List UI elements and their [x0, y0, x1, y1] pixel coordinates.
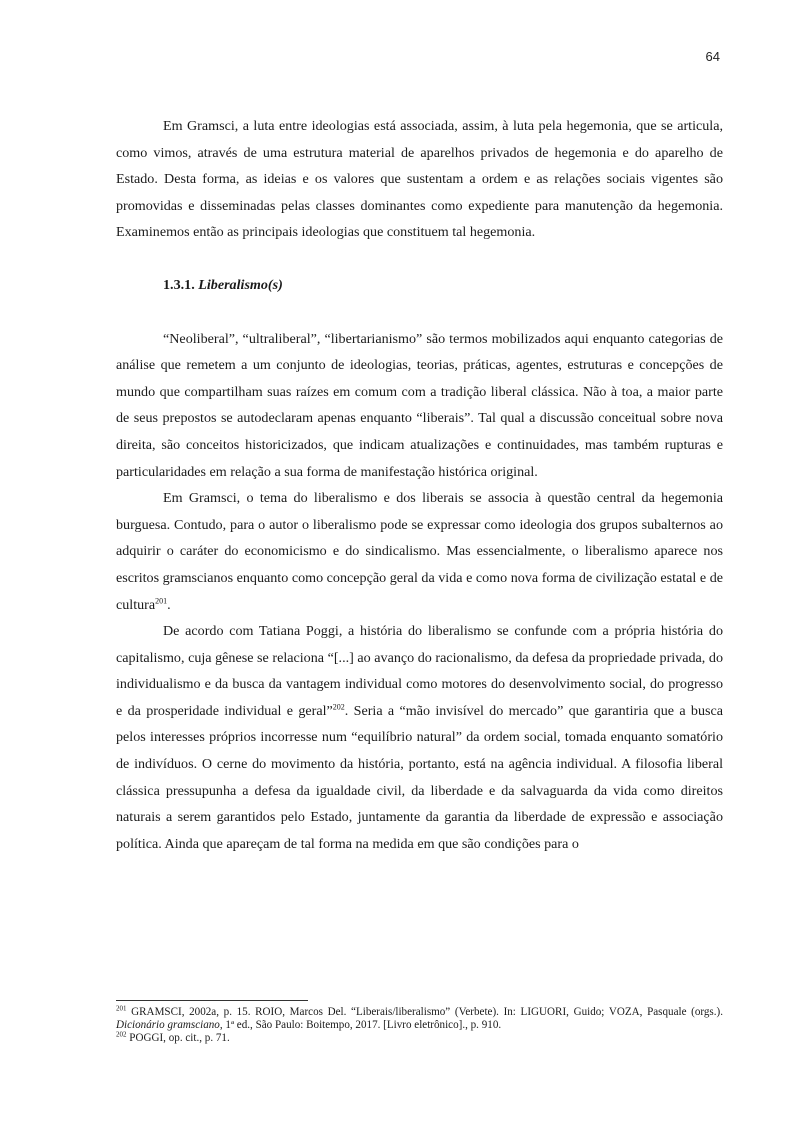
footnote-text: POGGI, op. cit., p. 71.	[126, 1032, 230, 1044]
paragraph-neoliberal-terms: “Neoliberal”, “ultraliberal”, “libertarianismo” são termos mobilizados aqui enquanto categorias de análise que remetem a um conjunto de ideologias, teorias, práticas, agentes, estruturas e concepções de mundo que compartilham suas raízes em comum com a tradição liberal clássica. Não à toa, a maior parte de seus prepostos se autodeclaram apenas enquanto “liberais”. Tal qual a discussão conceitual sobre nova direita, são conceitos historicizados, que indicam atualizações e continuidades, mas também rupturas e particularidades em relação a sua forma de manifestação histórica original.	[116, 330, 723, 480]
intro-paragraph: Em Gramsci, a luta entre ideologias está associada, assim, à luta pela hegemonia, que se articula, como vimos, através de uma estrutura material de aparelhos privados de hegemonia e do aparelho de Estado. Desta forma, as ideias e os valores que sustentam a ordem e as relações sociais vigentes são promovidas e disseminadas pelas classes dominantes como expediente para manutenção da hegemonia. Examinemos então as principais ideologias que constituem tal hegemonia.	[116, 118, 723, 241]
footnote-201	[116, 1006, 723, 1032]
page-body	[116, 113, 723, 857]
footnote-text-end: , 1ª ed., São Paulo: Boitempo, 2017. [Livro eletrônico]., p. 910.	[219, 1019, 502, 1031]
footnote-divider	[116, 1000, 308, 1001]
footnote-ref-202[interactable]: 202	[332, 702, 345, 712]
paragraph-text: Em Gramsci, o tema do liberalismo e dos liberais se associa à questão central da hegemonia burguesa. Contudo, para o autor o liberalismo pode se expressar como ideologia dos grupos subalternos ao adquirir o caráter do economicismo e do sindicalismo. Mas essencialmente, o liberalismo aparece nos escritos gramscianos enquanto como concepção geral da vida e como nova forma de civilização estatal e de cultura	[116, 490, 723, 613]
footnote-ref-201[interactable]: 201	[155, 595, 168, 605]
section-heading	[116, 272, 723, 299]
footnote-number-202: 202	[116, 1030, 127, 1039]
footnote-book-title: Dicionário gramsciano	[116, 1019, 220, 1031]
footnotes	[116, 1006, 723, 1045]
page-number: 64	[705, 49, 720, 64]
section-number: 1.3.1.	[163, 276, 195, 293]
paragraph-text-continued: . Seria a “mão invisível do mercado” que garantiria que a busca pelos interesses próprios incorresse num “equilíbrio natural” da ordem social, tomada enquanto somatório de indivíduos. O cerne do movimento da história, portanto, está na agência individual. A filosofia liberal clássica pressupunha a defesa da igualdade civil, da liberdade e da salvaguarda da vida como direitos naturais a serem garantidos pelo Estado, juntamente da garantia da liberdade de expressão e associação política. Ainda que apareçam de tal forma na medida em que são condições para o	[116, 702, 723, 852]
paragraph-end: .	[167, 596, 171, 613]
footnote-text: GRAMSCI, 2002a, p. 15. ROIO, Marcos Del. “Liberais/liberalismo” (Verbete). In: LIGUORI, Guido; VOZA, Pasquale (orgs.).	[126, 1006, 723, 1018]
paragraph-poggi	[116, 618, 723, 857]
paragraph-text: De acordo com Tatiana Poggi, a história do liberalismo se confunde com a própria história do capitalismo, cuja gênese se relaciona “[...] ao avanço do racionalismo, da defesa da propriedade privada, do individualismo e da busca da vantagem individual como motores do desenvolvimento social, do progresso e da prosperidade individual e geral”	[116, 623, 723, 719]
section-title: Liberalismo(s)	[198, 276, 283, 293]
paragraph-gramsci-liberalism	[116, 485, 723, 618]
footnote-number-201: 201	[116, 1004, 127, 1013]
footnote-202	[116, 1032, 723, 1045]
